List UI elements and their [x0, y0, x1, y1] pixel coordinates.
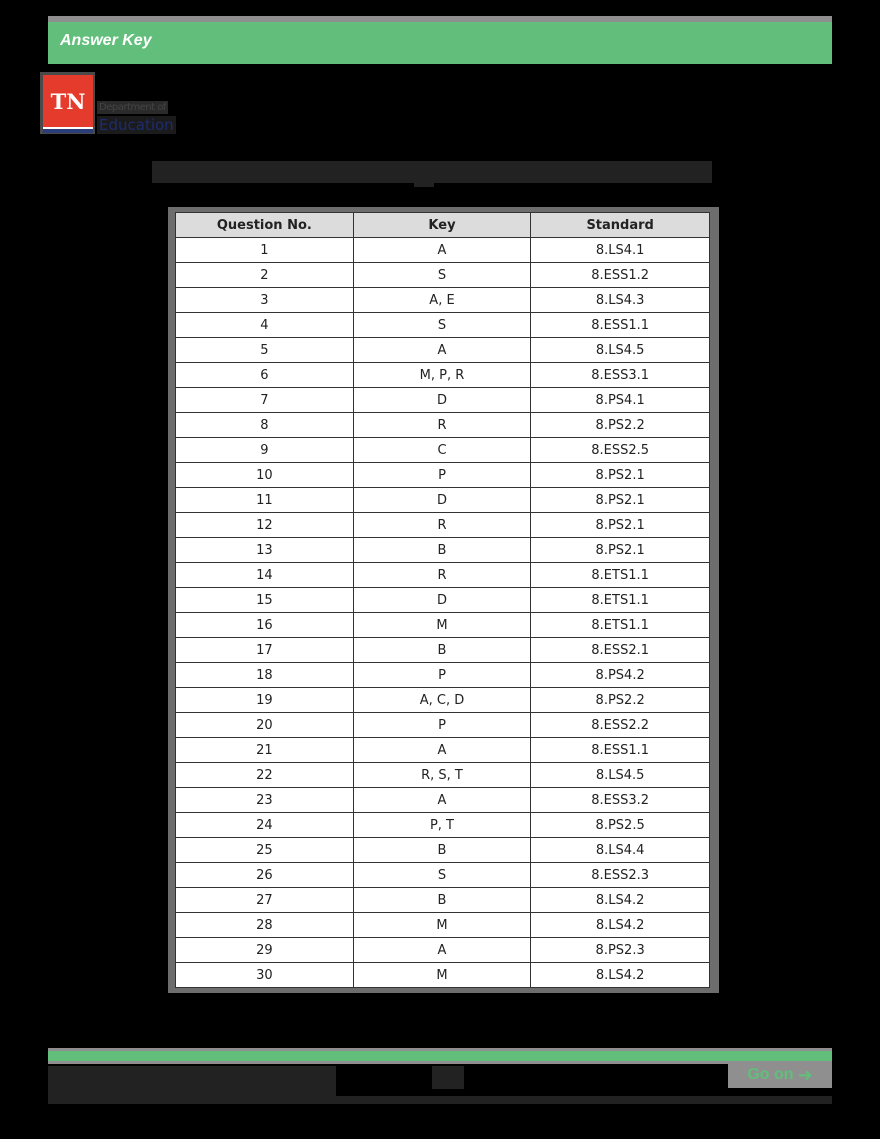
question-number-cell: 27	[176, 888, 354, 913]
go-on-label: Go on	[747, 1066, 794, 1083]
table-row	[176, 663, 710, 688]
standard-cell: 8.PS2.1	[531, 513, 710, 538]
question-number-cell: 5	[176, 338, 354, 363]
logo-stripe-blue	[43, 129, 93, 133]
answer-key-cell: S	[353, 313, 531, 338]
answer-key-cell: M	[353, 913, 531, 938]
standard-cell: 8.ESS2.2	[531, 713, 710, 738]
table-row	[176, 538, 710, 563]
standard-cell: 8.PS2.1	[531, 538, 710, 563]
answer-key-cell: M	[353, 613, 531, 638]
question-number-cell: 29	[176, 938, 354, 963]
table-row	[176, 363, 710, 388]
answer-key-cell: D	[353, 588, 531, 613]
table-row	[176, 788, 710, 813]
standard-cell: 8.ESS2.3	[531, 863, 710, 888]
question-number-cell: 8	[176, 413, 354, 438]
standard-cell: 8.LS4.5	[531, 338, 710, 363]
footer-green-bar	[48, 1051, 832, 1061]
redacted-footer-line	[48, 1096, 832, 1104]
table-row	[176, 763, 710, 788]
answer-key-cell: R	[353, 413, 531, 438]
table-row	[176, 613, 710, 638]
answer-key-cell: S	[353, 863, 531, 888]
answer-key-cell: R	[353, 513, 531, 538]
redacted-footer-text	[48, 1066, 336, 1096]
standard-cell: 8.ETS1.1	[531, 563, 710, 588]
answer-key-cell: P	[353, 463, 531, 488]
answer-key-cell: B	[353, 538, 531, 563]
answer-key-cell: M, P, R	[353, 363, 531, 388]
standard-cell: 8.ESS1.2	[531, 263, 710, 288]
table-row	[176, 838, 710, 863]
table-row	[176, 313, 710, 338]
answer-key-cell: A	[353, 238, 531, 263]
standard-cell: 8.LS4.2	[531, 913, 710, 938]
banner-title: Answer Key	[60, 32, 152, 49]
answer-key-cell: A	[353, 338, 531, 363]
standard-cell: 8.ESS1.1	[531, 738, 710, 763]
question-number-cell: 18	[176, 663, 354, 688]
table-row	[176, 813, 710, 838]
answer-key-cell: B	[353, 838, 531, 863]
table-row	[176, 513, 710, 538]
question-number-cell: 28	[176, 913, 354, 938]
question-number-cell: 23	[176, 788, 354, 813]
logo-education-text: Education	[99, 116, 174, 134]
standard-cell: 8.PS2.2	[531, 688, 710, 713]
table-row	[176, 913, 710, 938]
question-number-cell: 20	[176, 713, 354, 738]
table-row	[176, 638, 710, 663]
question-number-cell: 4	[176, 313, 354, 338]
table-row	[176, 713, 710, 738]
question-number-cell: 14	[176, 563, 354, 588]
table-row	[176, 588, 710, 613]
question-number-cell: 26	[176, 863, 354, 888]
logo-mark: TN	[50, 89, 86, 114]
table-row	[176, 888, 710, 913]
question-number-cell: 25	[176, 838, 354, 863]
standard-cell: 8.LS4.1	[531, 238, 710, 263]
redacted-page-number	[432, 1066, 464, 1089]
question-number-cell: 22	[176, 763, 354, 788]
arrow-right-icon: ➜	[797, 1064, 813, 1086]
table-row	[176, 338, 710, 363]
go-on-badge	[728, 1062, 832, 1088]
standard-cell: 8.LS4.3	[531, 288, 710, 313]
question-number-cell: 2	[176, 263, 354, 288]
tn-department-of-education-logo	[40, 72, 185, 138]
answer-key-cell: P, T	[353, 813, 531, 838]
question-number-cell: 13	[176, 538, 354, 563]
standard-cell: 8.ESS3.2	[531, 788, 710, 813]
question-number-cell: 30	[176, 963, 354, 988]
column-header-question: Question No.	[176, 213, 354, 238]
answer-key-cell: A	[353, 938, 531, 963]
answer-key-cell: D	[353, 388, 531, 413]
question-number-cell: 16	[176, 613, 354, 638]
standard-cell: 8.PS4.2	[531, 663, 710, 688]
table-row	[176, 738, 710, 763]
table-row	[176, 438, 710, 463]
standard-cell: 8.PS2.3	[531, 938, 710, 963]
standard-cell: 8.ETS1.1	[531, 613, 710, 638]
table-row	[176, 938, 710, 963]
answer-key-cell: S	[353, 263, 531, 288]
standard-cell: 8.LS4.2	[531, 963, 710, 988]
standard-cell: 8.PS2.1	[531, 463, 710, 488]
question-number-cell: 17	[176, 638, 354, 663]
answer-key-cell: A, E	[353, 288, 531, 313]
answer-key-cell: B	[353, 888, 531, 913]
answer-key-cell: R, S, T	[353, 763, 531, 788]
table-header-row	[176, 213, 710, 238]
standard-cell: 8.PS2.1	[531, 488, 710, 513]
table-row	[176, 238, 710, 263]
standard-cell: 8.ETS1.1	[531, 588, 710, 613]
question-number-cell: 19	[176, 688, 354, 713]
table-row	[176, 263, 710, 288]
standard-cell: 8.LS4.4	[531, 838, 710, 863]
answer-key-banner	[48, 16, 832, 64]
logo-department-text: Department of	[99, 102, 166, 113]
question-number-cell: 6	[176, 363, 354, 388]
standard-cell: 8.ESS3.1	[531, 363, 710, 388]
table-row	[176, 288, 710, 313]
answer-key-cell: P	[353, 713, 531, 738]
footer-divider	[48, 1048, 832, 1064]
column-header-key: Key	[353, 213, 531, 238]
question-number-cell: 7	[176, 388, 354, 413]
table-row	[176, 563, 710, 588]
question-number-cell: 24	[176, 813, 354, 838]
question-number-cell: 12	[176, 513, 354, 538]
table-row	[176, 388, 710, 413]
question-number-cell: 3	[176, 288, 354, 313]
standard-cell: 8.ESS2.1	[531, 638, 710, 663]
standard-cell: 8.PS2.5	[531, 813, 710, 838]
table-row	[176, 863, 710, 888]
answer-key-cell: R	[353, 563, 531, 588]
table-row	[176, 463, 710, 488]
logo-red-square	[43, 75, 93, 127]
standard-cell: 8.PS4.1	[531, 388, 710, 413]
answer-key-cell: A	[353, 788, 531, 813]
question-number-cell: 21	[176, 738, 354, 763]
answer-key-cell: P	[353, 663, 531, 688]
standard-cell: 8.LS4.2	[531, 888, 710, 913]
answer-key-cell: C	[353, 438, 531, 463]
table-row	[176, 963, 710, 988]
question-number-cell: 10	[176, 463, 354, 488]
column-header-standard: Standard	[531, 213, 710, 238]
answer-table-frame	[168, 207, 719, 993]
question-number-cell: 9	[176, 438, 354, 463]
standard-cell: 8.PS2.2	[531, 413, 710, 438]
answer-key-cell: B	[353, 638, 531, 663]
question-number-cell: 15	[176, 588, 354, 613]
question-number-cell: 1	[176, 238, 354, 263]
answer-key-cell: A	[353, 738, 531, 763]
table-row	[176, 688, 710, 713]
answer-key-table	[175, 212, 710, 988]
standard-cell: 8.LS4.5	[531, 763, 710, 788]
question-number-cell: 11	[176, 488, 354, 513]
answer-key-cell: M	[353, 963, 531, 988]
standard-cell: 8.ESS2.5	[531, 438, 710, 463]
table-row	[176, 488, 710, 513]
table-row	[176, 413, 710, 438]
answer-key-cell: A, C, D	[353, 688, 531, 713]
standard-cell: 8.ESS1.1	[531, 313, 710, 338]
answer-key-cell: D	[353, 488, 531, 513]
redacted-page-title	[152, 161, 712, 183]
